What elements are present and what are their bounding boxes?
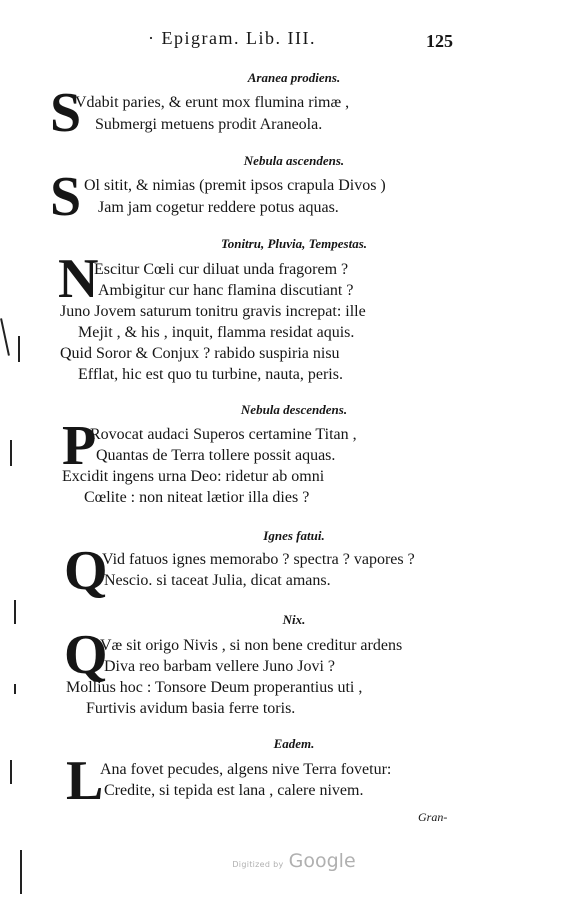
digitization-watermark <box>0 850 588 872</box>
section-title: Tonitru, Pluvia, Tempestas. <box>220 236 368 251</box>
dropcap: Q <box>64 540 108 602</box>
catchword: Gran- <box>418 810 448 824</box>
verse-line: Nescio. si taceat Julia, dicat amans. <box>104 572 331 589</box>
scan-edge-mark <box>14 684 16 694</box>
verse-line: Credite, si tepida est lana , calere nivem. <box>104 782 364 799</box>
running-header: · Epigram. Lib. III. <box>148 28 316 48</box>
scan-edge-mark <box>10 440 12 466</box>
verse-line: Ol sitit, & nimias (premit ipsos crapula Divos ) <box>84 177 386 194</box>
dropcap: S <box>50 166 82 228</box>
verse-line: Furtivis avidum basia ferre toris. <box>86 700 296 717</box>
verse-line: Efflat, hic est quo tu turbine, nauta, peris. <box>78 366 343 383</box>
watermark-brand: Google <box>288 850 356 872</box>
verse-line: Escitur Cœli cur diluat unda fragorem ? <box>94 261 349 278</box>
scan-edge-mark <box>10 760 12 784</box>
verse-line: Submergi metuens prodit Araneola. <box>95 116 323 133</box>
verse-line: Vdabit paries, & erunt mox flumina rimæ , <box>75 94 350 111</box>
verse-line: Quid Soror & Conjux ? rabido suspiria nisu <box>60 345 340 362</box>
verse-line: Quantas de Terra tollere possit aquas. <box>96 447 336 464</box>
verse-line: Mejit , & his , inquit, flamma residat aquis. <box>78 324 355 341</box>
dropcap: S <box>50 82 82 144</box>
dropcap: L <box>66 750 104 812</box>
dropcap: P <box>62 415 97 477</box>
verse-line: Cœlite : non niteat lætior illa dies ? <box>84 489 310 506</box>
watermark-prefix: Digitized by <box>232 860 284 869</box>
verse-line: Væ sit origo Nivis , si non bene creditur ardens <box>100 637 403 654</box>
section-title: Aranea prodiens. <box>247 70 341 85</box>
verse-line: Rovocat audaci Superos certamine Titan , <box>90 426 357 443</box>
verse-line: Vid fatuos ignes memorabo ? spectra ? vapores ? <box>102 551 415 568</box>
verse-line: Diva reo barbam vellere Juno Jovi ? <box>104 658 336 675</box>
section-title: Nebula ascendens. <box>243 153 345 168</box>
section-title: Ignes fatui. <box>263 528 325 543</box>
verse-line: Jam jam cogetur reddere potus aquas. <box>98 199 339 216</box>
page-number: 125 <box>426 31 453 51</box>
scan-edge-mark <box>0 318 10 356</box>
section-title: Nix. <box>282 612 306 627</box>
verse-line: Ana fovet pecudes, algens nive Terra fovetur: <box>100 761 392 778</box>
section-title: Nebula descendens. <box>240 402 348 417</box>
section-title: Eadem. <box>273 736 315 751</box>
dropcap: N <box>58 248 99 310</box>
verse-line: Mollius hoc : Tonsore Deum properantius uti , <box>66 679 363 696</box>
dropcap: Q <box>64 624 108 686</box>
verse-line: Juno Jovem saturum tonitru gravis increpat: ille <box>60 303 366 320</box>
verse-line: Ambigitur cur hanc flamina discutiant ? <box>98 282 354 299</box>
scan-edge-mark <box>18 336 20 362</box>
verse-line: Excidit ingens urna Deo: ridetur ab omni <box>62 468 325 485</box>
